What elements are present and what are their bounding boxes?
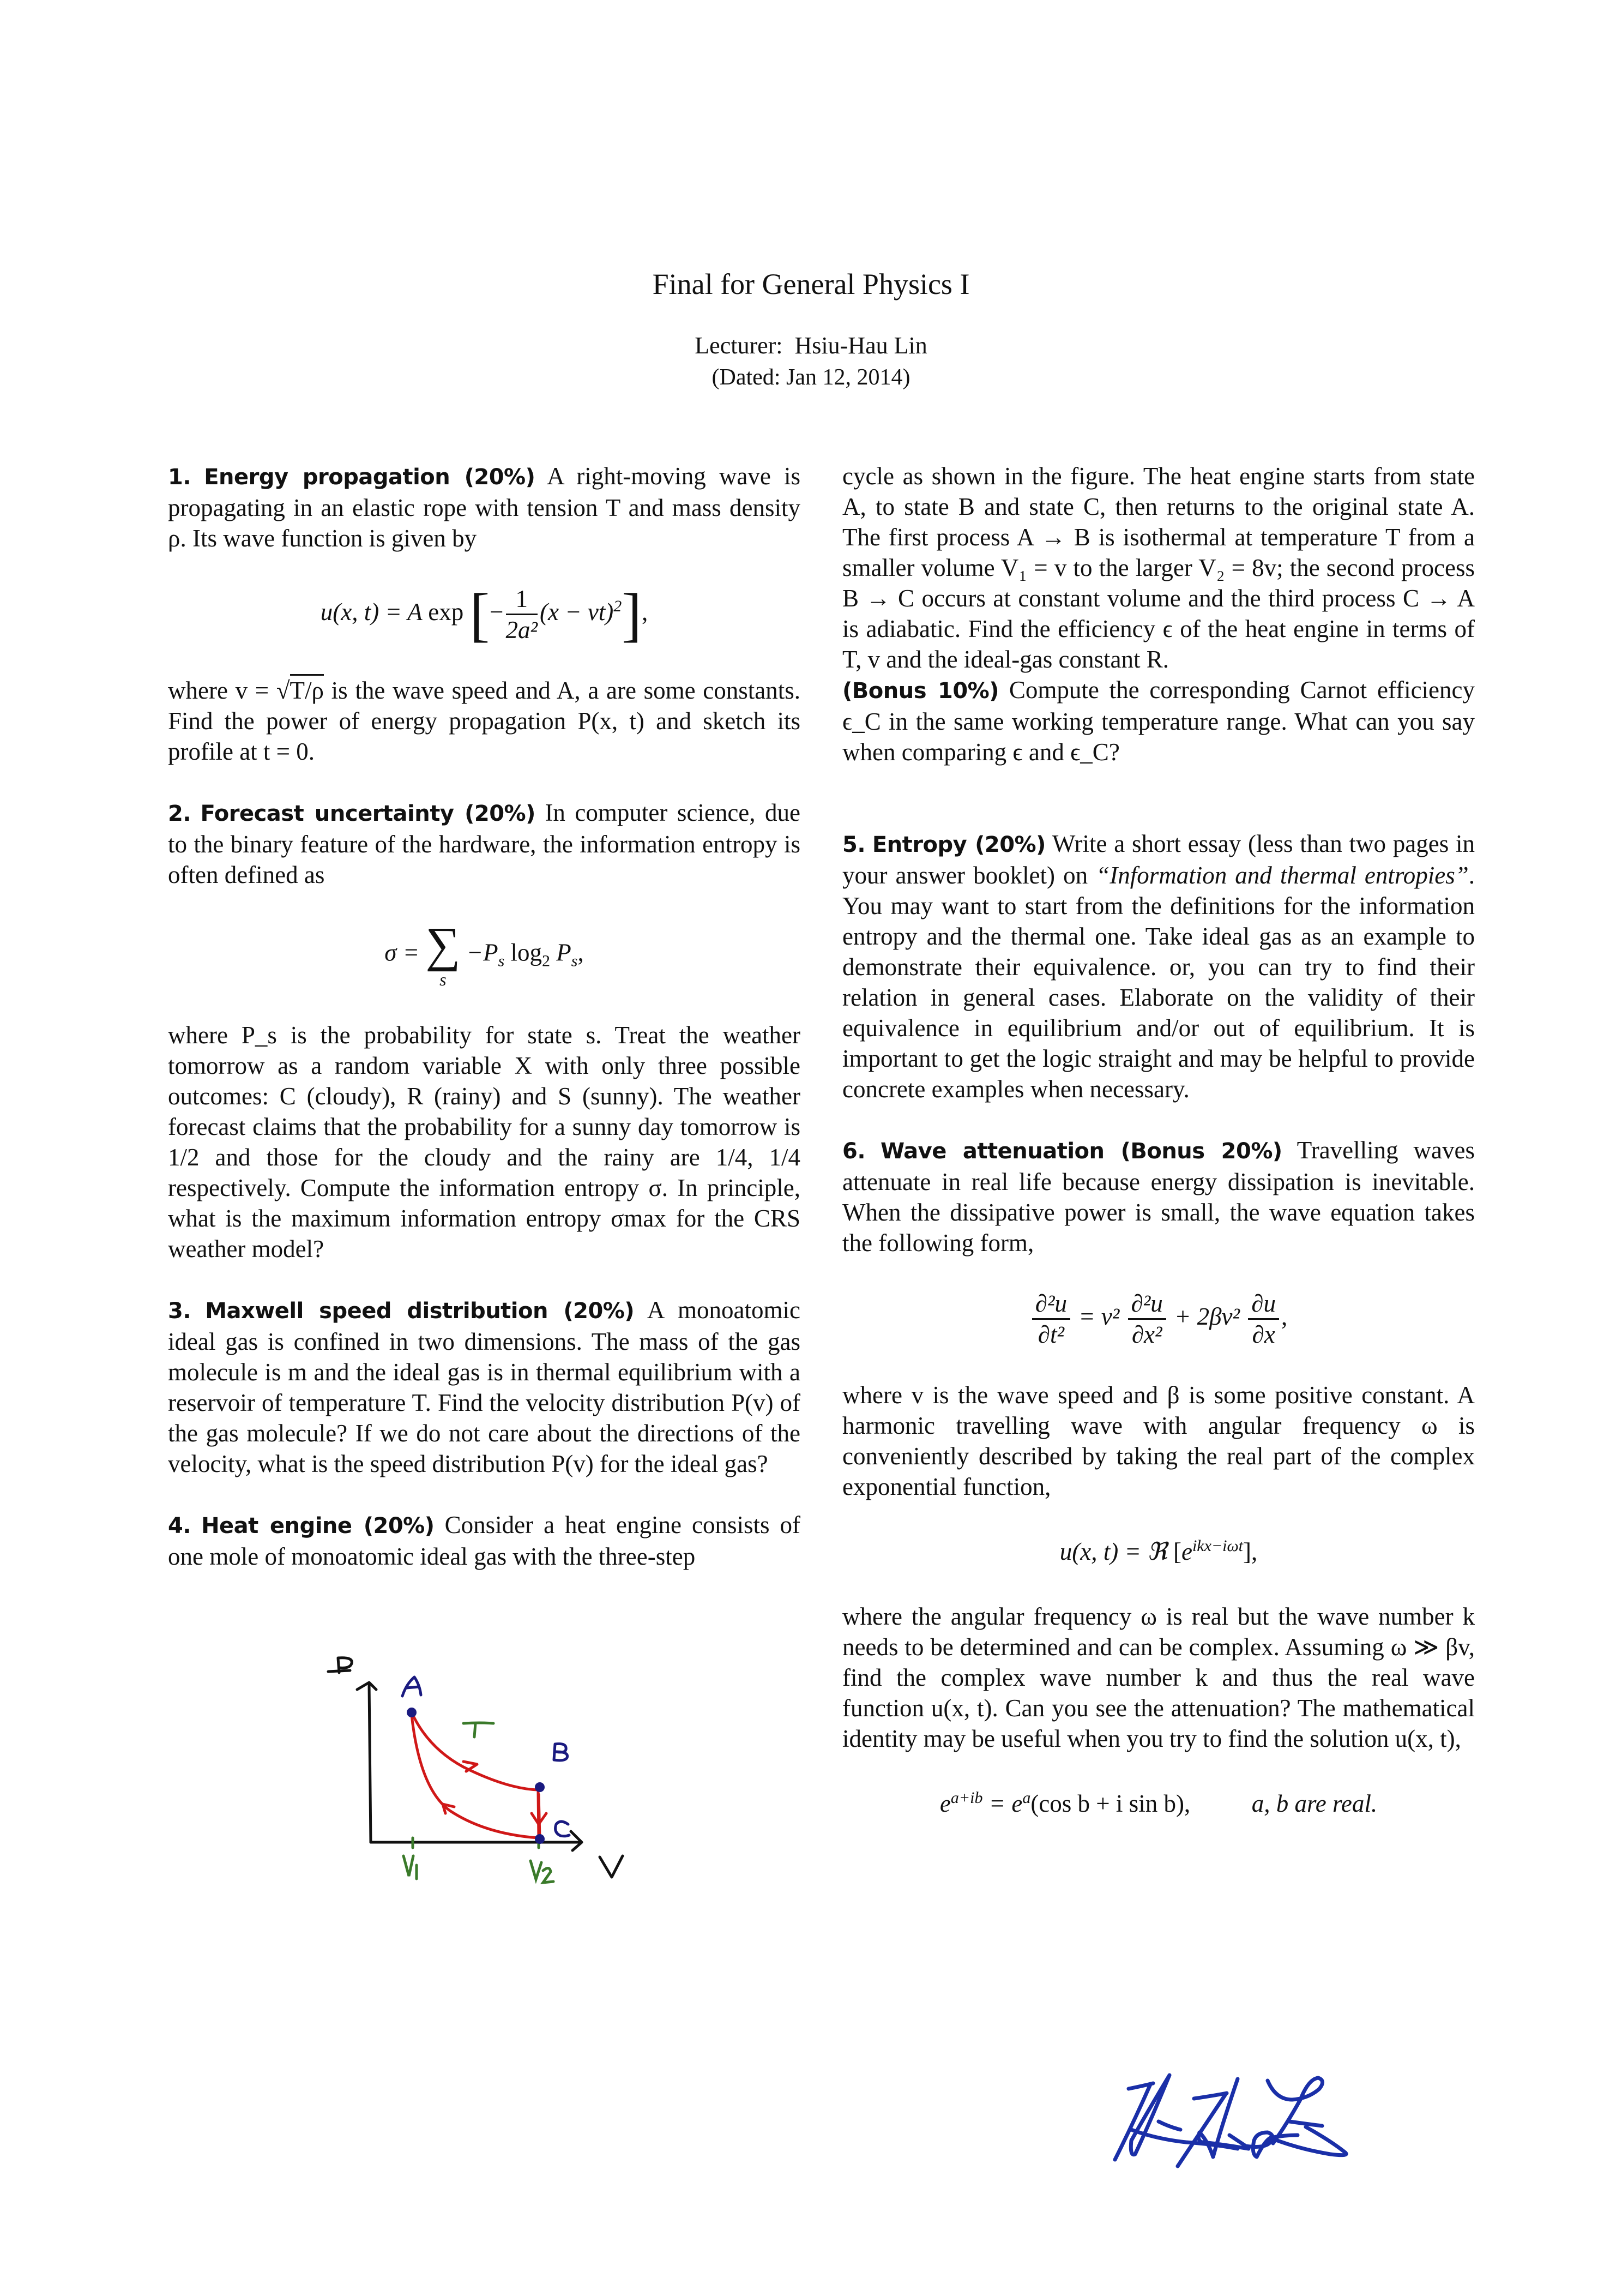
eq-num-1: ∂²u — [1032, 1289, 1070, 1320]
problem-3-number: 3. — [168, 1299, 191, 1324]
problem-6-heading: Wave attenuation (Bonus 20%) — [880, 1139, 1282, 1164]
eq2-comma: , — [1251, 1538, 1258, 1565]
right-bracket-icon: ] — [1243, 1538, 1251, 1565]
pv-diagram — [300, 1625, 682, 1980]
problem-1-equation — [168, 581, 800, 648]
eq-fraction — [506, 584, 538, 645]
left-column — [168, 461, 800, 1602]
problem-1-text: A right-moving wave is propagating in an elastic rope with tension T and mass density ρ. Its wave function is given by — [168, 462, 800, 552]
label-b-icon — [554, 1744, 568, 1760]
problem-5-essay-title: “Information and thermal entropies” — [1096, 862, 1469, 889]
problem-5-paragraph — [842, 828, 1475, 1104]
v-axis-label-icon — [600, 1856, 623, 1877]
isotherm-t-label-icon — [463, 1723, 493, 1737]
label-c-icon — [556, 1822, 569, 1836]
eq-p: P — [556, 939, 571, 966]
sum-index: s — [439, 970, 447, 989]
sum-symbol: ∑ — [425, 918, 461, 972]
eq-p-sub: s — [571, 952, 578, 970]
right-bracket-icon: ] — [622, 581, 642, 648]
eq-numerator: 1 — [506, 584, 538, 615]
left-bracket-icon: [ — [469, 581, 490, 648]
problem-4-start — [168, 1510, 800, 1572]
problem-3-heading: Maxwell speed distribution (20%) — [205, 1299, 635, 1324]
eq-term: (x − vt) — [540, 598, 614, 626]
axes — [328, 1658, 623, 1877]
problem-6-complex-wave — [842, 1532, 1475, 1571]
problem-6-text: Travelling waves attenuate in real life because energy dissipation is inevitable. When the dissipative power is small, the wave equation takes the following form, — [842, 1137, 1475, 1257]
eq-equals-v2: = v² — [1078, 1302, 1120, 1330]
eq-minus: − — [490, 598, 504, 626]
v1-label-icon — [403, 1856, 417, 1879]
sum-icon — [425, 918, 461, 989]
eq-frac-1 — [1032, 1289, 1070, 1349]
problem-2-heading: Forecast uncertainty (20%) — [200, 801, 535, 826]
id-exp2: a — [1022, 1789, 1031, 1807]
problem-6-number: 6. — [842, 1139, 866, 1164]
eq-rhs: −P — [466, 939, 498, 966]
problem-5-number: 5. — [842, 832, 866, 857]
problem-2-question: where P_s is the probability for state s. Treat the weather tomorrow as a random variable X with only three possible outcomes: C (cloudy), R (rainy) and S (sunny). The weather forecast claims that the probability for a sunny day tomorrow is 1/2 and those for the cloudy and the rainy are 1/4, 1/4 respectively. Compute the information entropy σ. In principle, what is the maximum information entropy σmax for the CRS weather model? — [168, 1021, 800, 1263]
cycle-curves — [412, 1712, 546, 1838]
id-note: a, b are real. — [1251, 1790, 1378, 1817]
signature-icon — [1090, 2045, 1554, 2209]
id-base: e — [939, 1790, 951, 1817]
problem-6-intro — [842, 1135, 1475, 1258]
lecturer-line — [0, 332, 1622, 359]
problem-6-identity — [842, 1784, 1475, 1823]
eq-plus-term: + 2βv² — [1174, 1302, 1240, 1330]
problem-6 — [842, 1135, 1475, 1823]
q1-pre: where v = — [168, 677, 276, 704]
eq-denominator: 2a² — [505, 616, 538, 644]
eq-num-3: ∂u — [1248, 1289, 1279, 1320]
state-labels — [402, 1677, 569, 1836]
problem-3-paragraph — [168, 1295, 800, 1479]
isochoric-bc-line-2 — [539, 1794, 540, 1838]
eq-den-3: ∂x — [1252, 1321, 1275, 1348]
point-b-icon — [535, 1782, 545, 1792]
eq-log-base: 2 — [542, 952, 551, 970]
problem-4-text-left: Consider a heat engine consists of one mole of monoatomic ideal gas with the three-step — [168, 1511, 801, 1570]
problem-5-text-pre: Write a short essay (less than two pages in your answer booklet) on — [842, 830, 1475, 889]
problem-4-bonus-heading: (Bonus 10%) — [842, 678, 999, 704]
problem-4-bonus-text: Compute the corresponding Carnot efficiency ϵ_C in the same working temperature range. What can you say when comparing ϵ and ϵ_C? — [842, 676, 1475, 766]
problem-6-wave-equation — [842, 1289, 1475, 1349]
problem-3 — [168, 1295, 800, 1479]
eq-lhs: σ = — [384, 939, 420, 966]
q1-post: is the wave speed and A, a are some constants. Find the power of energy propagation P(x, t) and sketch its profile at t = 0. — [168, 677, 801, 765]
problem-1-number: 1. — [168, 465, 191, 490]
label-a-icon — [402, 1677, 421, 1696]
eq-exponent: 2 — [613, 597, 622, 615]
eq-rhs-sub: s — [498, 952, 505, 970]
eq-frac-2 — [1128, 1289, 1166, 1349]
eq-log: log — [510, 939, 542, 966]
y-axis-arrow-icon — [357, 1682, 376, 1690]
eq-comma: , — [577, 939, 584, 966]
date-line: (Dated: Jan 12, 2014) — [711, 365, 911, 390]
problem-2-intro — [168, 797, 800, 890]
id-mid: = e — [988, 1790, 1023, 1817]
problem-6-after: where the angular frequency ω is real but the wave number k needs to be determined and can be complex. Assuming ω ≫ βv, find the complex wave number k and thus the real wave function u(x, t). Can you see the attenuation? The mathematical identity may be useful when you try to find the solution u(x, t), — [842, 1603, 1475, 1752]
eq2-lhs: u(x, t) = ℜ — [1059, 1538, 1167, 1565]
problem-2-number: 2. — [168, 801, 191, 826]
eq-frac-3 — [1248, 1289, 1279, 1349]
eq-den-1: ∂t² — [1038, 1321, 1064, 1348]
problem-1-intro — [168, 461, 800, 554]
q1-sqrt-arg: T/ρ — [290, 674, 324, 704]
eq-num-2: ∂²u — [1128, 1289, 1166, 1320]
eq-comma: , — [1281, 1302, 1288, 1330]
left-bracket-icon: [ — [1173, 1538, 1181, 1565]
problem-4-paragraph-left — [168, 1510, 800, 1572]
problem-5 — [842, 828, 1475, 1104]
eq-exp-func: exp — [428, 598, 464, 626]
problem-4-continued — [842, 461, 1475, 767]
ticks — [403, 1723, 553, 1883]
eq-comma: , — [641, 598, 648, 626]
arrow-ab-icon — [463, 1762, 477, 1771]
sqrt-icon: √ — [276, 677, 290, 704]
lecturer-label: Lecturer: — [695, 332, 783, 359]
problem-3-text: A monoatomic ideal gas is confined in two dimensions. The mass of the gas molecule is m and the ideal gas is in thermal equilibrium with a reservoir of temperature T. Find the velocity distribution P(v) of the gas molecule? If we do not care about the directions of the velocity, what is the speed distribution P(v) for the ideal gas? — [168, 1296, 800, 1477]
problem-2-text: In computer science, due to the binary feature of the hardware, the information entropy is often defined as — [168, 799, 801, 888]
page-title: Final for General Physics I — [652, 268, 970, 300]
point-c-icon — [535, 1834, 545, 1844]
lecturer-name: Hsiu-Hau Lin — [794, 332, 927, 359]
eq2-base: e — [1181, 1538, 1192, 1565]
p-axis-label-icon — [328, 1658, 352, 1673]
problem-4-number: 4. — [168, 1513, 191, 1538]
problem-4-bonus — [842, 675, 1475, 767]
problem-2-equation — [168, 918, 800, 989]
problem-4-heading: Heat engine (20%) — [201, 1513, 435, 1538]
problem-4-text-right: cycle as shown in the figure. The heat engine starts from state A, to state B and state C, then returns to the original state A. The first process A → B is isothermal at temperature T from a smaller volume V₁ = v to the larger V₂ = 8v; the second process B → C occurs at constant volume and the third process C → A is adiabatic. Find the efficiency ϵ of the heat engine in terms of T, v and the ideal-gas constant R. — [842, 462, 1475, 673]
eq2-exponent: ikx−iωt — [1192, 1537, 1243, 1555]
eq-den-2: ∂x² — [1131, 1321, 1162, 1348]
problem-1-heading: Energy propagation (20%) — [204, 465, 535, 490]
id-exp: a+ib — [950, 1789, 983, 1807]
y-axis — [369, 1684, 371, 1842]
right-column — [842, 461, 1475, 1853]
problem-6-middle: where v is the wave speed and β is some positive constant. A harmonic travelling wave with angular frequency ω is conveniently described by taking the real part of the complex exponential function, — [842, 1381, 1475, 1500]
id-rest: (cos b + i sin b), — [1030, 1790, 1191, 1817]
eq-lhs: u(x, t) = A — [320, 598, 422, 626]
problem-5-heading: Entropy (20%) — [872, 832, 1046, 857]
v2-label-icon — [530, 1861, 553, 1883]
problem-1-question — [168, 675, 800, 767]
problem-1 — [168, 461, 800, 767]
problem-2 — [168, 797, 800, 1264]
point-a-icon — [407, 1708, 417, 1717]
problem-5-text-post: . You may want to start from the definitions for the information entropy and the thermal one. Take ideal gas as an example to demonstrate their equivalence. or, you can try to find their relation in general cases. Elaborate on the validity of their equivalence in equilibrium and/or out of equilibrium. It is important to get the logic straight and may be helpful to provide concrete examples when necessary. — [842, 862, 1475, 1103]
